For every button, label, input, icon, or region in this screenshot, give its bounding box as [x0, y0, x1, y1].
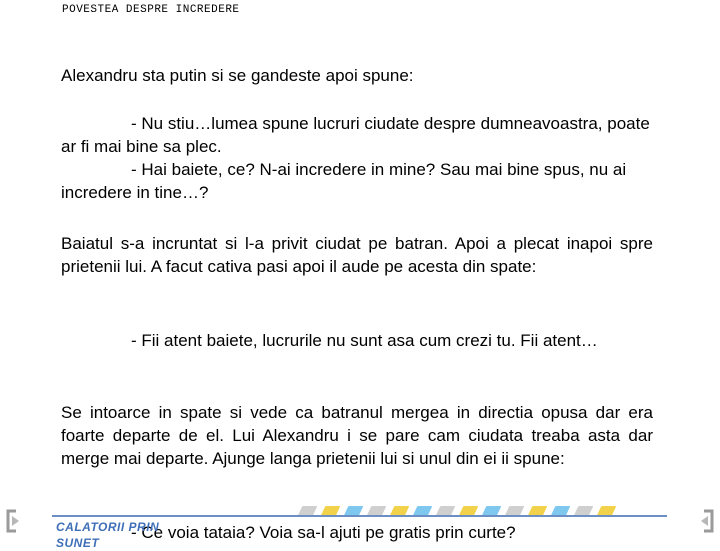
dialog-block-1	[61, 112, 653, 204]
document-title: POVESTEA DESPRE INCREDERE	[62, 4, 240, 16]
bracket-left-arrow-icon[interactable]	[4, 508, 26, 534]
brand-logo: CALATORII PRIN SUNET	[56, 520, 160, 550]
paragraph-intro: Alexandru sta putin si se gandeste apoi spune:	[61, 66, 414, 85]
footer-divider	[52, 515, 667, 517]
bracket-right-arrow-icon[interactable]	[694, 508, 716, 534]
footer-decoration	[300, 503, 640, 515]
dialog-line-friend: - Ce voia tataia? Voia sa-l ajuti pe gratis prin curte?	[131, 523, 516, 542]
dialog-line-warning: - Fii atent baiete, lucrurile nu sunt asa cum crezi tu. Fii atent…	[131, 331, 598, 350]
dialog-line-boy: - Nu stiu…lumea spune lucruri ciudate despre dumneavoastra, poate ar fi mai bine sa plec.	[61, 114, 650, 156]
dialog-line-old-man: - Hai baiete, ce? N-ai incredere in mine? Sau mai bine spus, nu ai incredere in tine…?	[61, 160, 627, 202]
paragraph-3: Se intoarce in spate si vede ca batranul mergea in directia opusa dar era foarte departe de el. Lui Alexandru i se pare cam ciudata treaba asta dar merge mai departe. Ajunge langa prietenii lui si unul din ei ii spune:	[61, 403, 653, 468]
paragraph-2: Baiatul s-a incruntat si l-a privit ciudat pe batran. Apoi a plecat inapoi spre prietenii lui. A facut cativa pasi apoi il aude pe acesta din spate:	[61, 234, 653, 276]
